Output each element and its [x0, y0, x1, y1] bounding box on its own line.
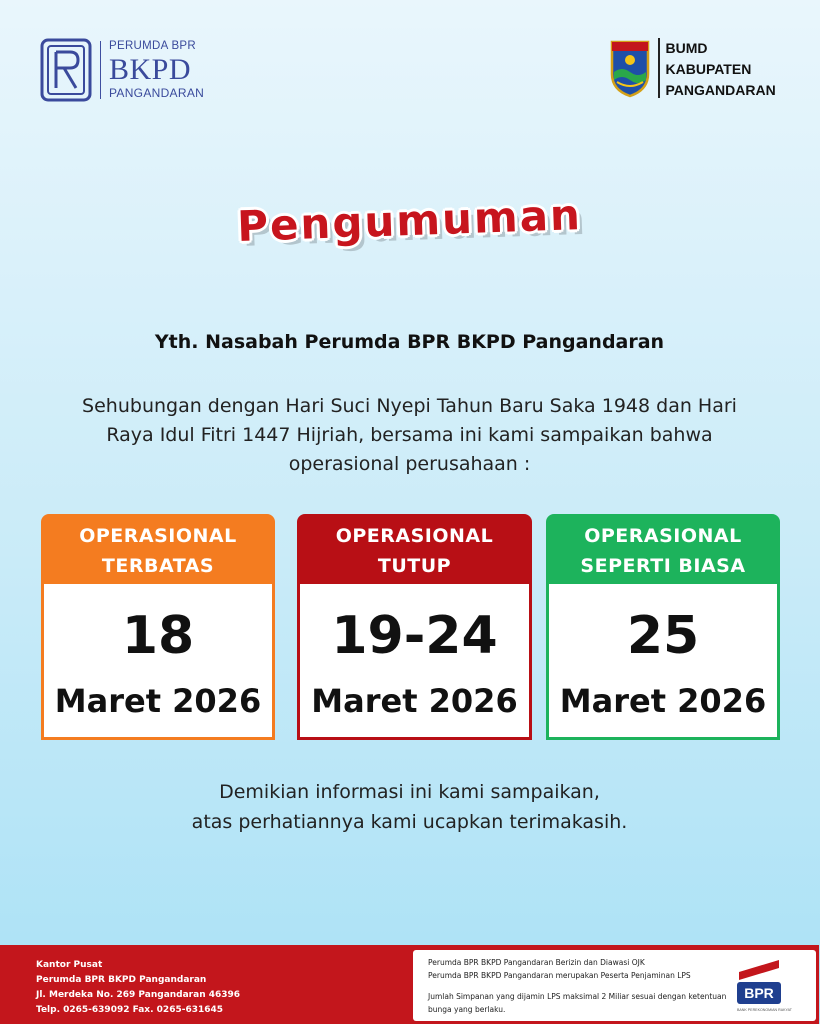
card-body [546, 584, 780, 740]
card-body [41, 584, 275, 740]
notice-ojk: Perumda BPR BKPD Pangandaran Berizin dan Diawasi OJK [428, 958, 645, 967]
regulatory-notice [413, 950, 816, 1021]
card-header [297, 514, 532, 588]
card-month: Maret 2026 [54, 682, 262, 720]
card-day: 18 [121, 606, 195, 666]
card-month: Maret 2026 [559, 682, 767, 720]
page-title: Pengumuman [236, 189, 583, 252]
footer [0, 945, 819, 1024]
office-address: Jl. Merdeka No. 269 Pangandaran 46396 [36, 990, 241, 1000]
logo-line-1: PERUMDA BPR [109, 39, 197, 52]
bpr-logo-icon [733, 956, 792, 1018]
card-closed [297, 514, 532, 740]
card-day: 25 [626, 606, 700, 666]
bkpd-emblem-icon [40, 38, 92, 102]
office-info [36, 958, 240, 1018]
notice-guarantee: Jumlah Simpanan yang dijamin LPS maksimal 2 Miliar sesuai dengan ketentuan bunga yang berlaku. [428, 992, 727, 1014]
bpr-logo-subtext: BANK PEREKONOMIAN RAKYAT [737, 1008, 792, 1012]
logo-divider-right [658, 38, 660, 98]
bumd-line-1: BUMD [665, 40, 708, 56]
card-limited-operation [41, 514, 275, 740]
office-name: Perumda BPR BKPD Pangandaran [36, 975, 207, 985]
logo-line-2: BKPD [109, 53, 192, 87]
closing-line-2: atas perhatiannya kami ucapkan terimakasih. [191, 811, 628, 833]
office-phone: Telp. 0265-639092 Fax. 0265-631645 [36, 1005, 224, 1015]
card-header [546, 514, 780, 588]
greeting: Yth. Nasabah Perumda BPR BKPD Pangandaran [154, 331, 665, 353]
bumd-line-3: PANGANDARAN [665, 82, 776, 98]
card-header-line-1: OPERASIONAL [584, 525, 742, 547]
intro-text: Sehubungan dengan Hari Suci Nyepi Tahun Baru Saka 1948 dan Hari Raya Idul Fitri 1447 Hijriah, bersama ini kami sampaikan bahwa operasional perusahaan : [82, 395, 737, 475]
card-header-line-1: OPERASIONAL [335, 525, 494, 547]
card-normal-operation [546, 514, 780, 740]
notice-lps: Perumda BPR BKPD Pangandaran merupakan Peserta Penjaminan LPS [428, 971, 691, 980]
bumd-logo [608, 38, 776, 101]
card-header-line-2: TUTUP [377, 555, 452, 577]
logo-line-3: PANGANDARAN [109, 86, 205, 101]
card-header-line-1: OPERASIONAL [79, 525, 237, 547]
bpr-logo-text: BPR [744, 985, 774, 1001]
card-header [41, 514, 275, 588]
card-month: Maret 2026 [311, 682, 518, 720]
bumd-line-2: KABUPATEN [665, 61, 752, 77]
closing-text [60, 777, 759, 837]
regency-crest-icon [608, 38, 652, 98]
office-label: Kantor Pusat [36, 960, 103, 970]
card-header-line-2: SEPERTI BIASA [580, 555, 746, 577]
card-body [297, 584, 532, 740]
card-day: 19-24 [331, 606, 498, 666]
closing-line-1: Demikian informasi ini kami sampaikan, [219, 781, 600, 803]
card-header-line-2: TERBATAS [101, 555, 215, 577]
bkpd-logo [40, 38, 204, 102]
logo-divider [100, 41, 101, 99]
